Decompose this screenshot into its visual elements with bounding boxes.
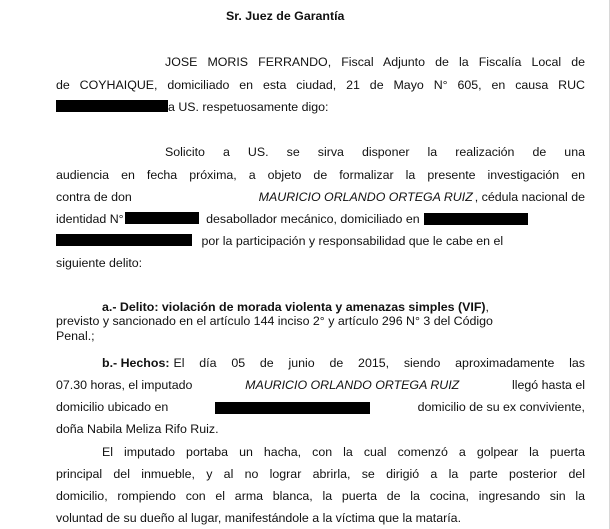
redaction-bar	[125, 212, 199, 224]
redaction-bar	[56, 100, 168, 112]
hechos-line-2	[56, 378, 585, 393]
delito-label: a.- Delito: violación de morada violenta y amenazas simples (VIF)	[102, 300, 486, 314]
delito-line-1	[102, 300, 489, 315]
defendant-name: MAURICIO ORLANDO ORTEGA RUIZ	[258, 190, 473, 204]
request-line-3-a: contra de don	[56, 190, 132, 204]
request-line-4-b: desabollador mecánico, domiciliado en	[206, 212, 420, 226]
delito-line-3: Penal.;	[56, 329, 95, 343]
delito-line-2: previsto y sancionado en el artículo 144 inciso 2° y artículo 296 N° 3 del Código	[56, 314, 493, 328]
hechos-line-3-b: domicilio de su ex conviviente,	[417, 400, 585, 414]
hechos-p2-line-2: principal del inmueble, y al no lograr abrirla, se dirigió a la parte posterior del	[56, 467, 585, 481]
request-line-1: Solicito a US. se sirva disponer la realización de una	[165, 145, 585, 159]
hechos-line-3-a: domicilio ubicado en	[56, 400, 169, 414]
request-line-2: audiencia en fecha próxima, a objeto de formalizar la presente investigación en	[56, 168, 585, 182]
hechos-line-1	[102, 356, 585, 371]
hechos-label: b.- Hechos:	[102, 356, 170, 370]
hechos-p2-line-3: domicilio, rompiendo con el arma blanca, la puerta de la cocina, ingresando sin la	[56, 489, 585, 503]
request-line-6: siguiente delito:	[56, 256, 143, 270]
redaction-bar	[56, 234, 192, 246]
hechos-line-2-b: llegó hasta el	[511, 378, 585, 392]
defendant-name-hechos: MAURICIO ORLANDO ORTEGA RUIZ	[245, 378, 460, 392]
request-line-3-b: , cédula nacional de	[474, 190, 585, 204]
hechos-line-2-a: 07.30 horas, el imputado	[56, 378, 193, 392]
document-title: Sr. Juez de Garantía	[226, 9, 345, 23]
hechos-line-4: doña Nabila Meliza Rifo Ruiz.	[56, 422, 219, 436]
intro-line-3	[56, 100, 329, 115]
redaction-bar	[424, 213, 528, 225]
request-line-5	[56, 234, 503, 249]
intro-line-1: JOSE MORIS FERRANDO, Fiscal Adjunto de la Fiscalía Local de	[165, 55, 585, 69]
delito-label-tail: ,	[485, 300, 489, 314]
intro-line-3-text: a US. respetuosamente digo:	[168, 100, 329, 114]
request-line-5-text: por la participación y responsabilidad que le cabe en el	[201, 234, 504, 248]
hechos-line-3	[56, 400, 585, 415]
request-line-4-a: identidad N°	[56, 212, 124, 226]
redaction-bar	[215, 402, 370, 414]
request-line-4	[56, 212, 420, 227]
hechos-p2-line-4: voluntad de su dueño al lugar, manifestándole a la víctima que la mataría.	[56, 511, 462, 525]
hechos-line-1-text: El día 05 de junio de 2015, siendo aproximadamente las	[173, 356, 585, 370]
intro-line-2: de COYHAIQUE, domiciliado en esta ciudad, 21 de Mayo N° 605, en causa RUC	[56, 78, 585, 92]
request-line-3	[56, 190, 585, 205]
hechos-p2-line-1: El imputado portaba un hacha, con la cual comenzó a golpear la puerta	[102, 445, 585, 459]
